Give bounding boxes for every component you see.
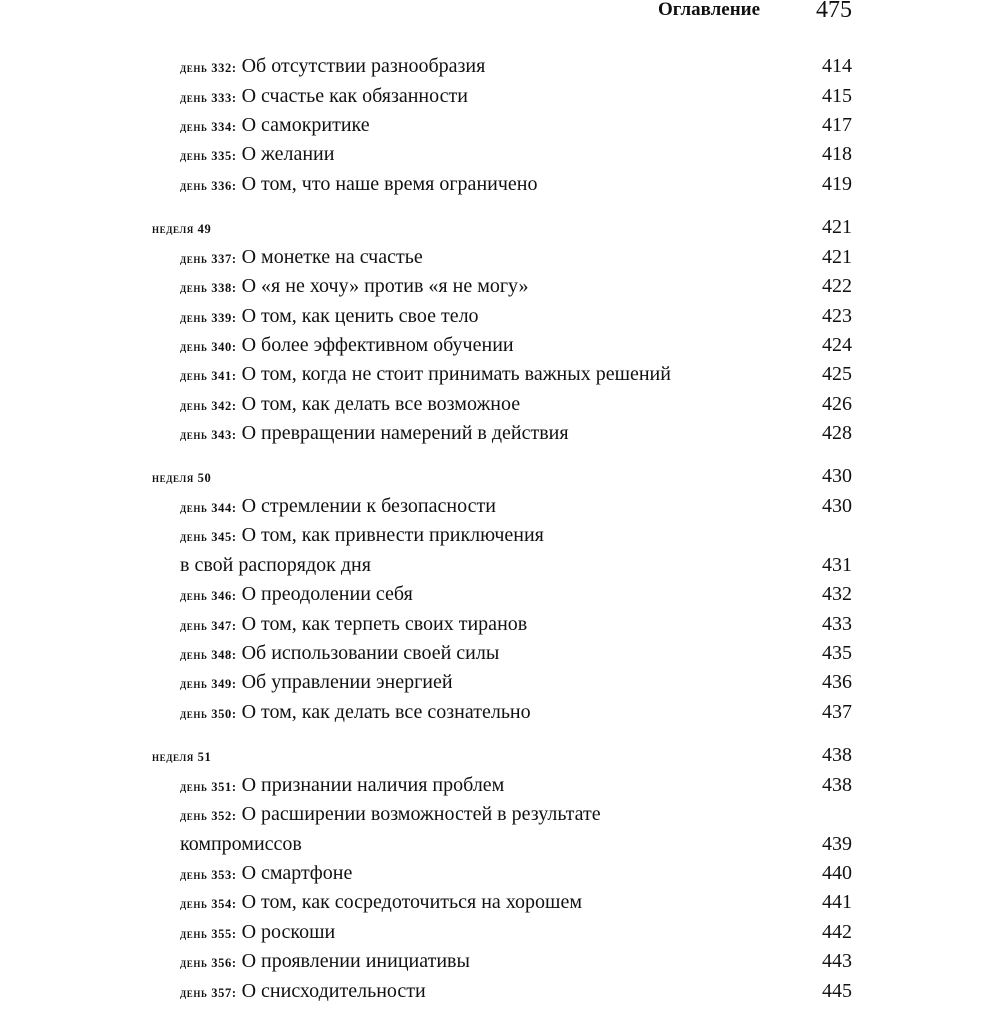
toc-entry bbox=[0, 142, 1000, 172]
entry-title: О желании bbox=[241, 143, 335, 165]
toc-week-heading bbox=[0, 215, 1000, 245]
toc-entry-text bbox=[180, 523, 544, 549]
toc-entry bbox=[0, 392, 1000, 422]
day-label: день 348: bbox=[180, 648, 237, 662]
toc-entry bbox=[0, 54, 1000, 84]
day-label: день 345: bbox=[180, 530, 237, 544]
toc-entry-text bbox=[180, 304, 479, 330]
entry-page-number: 432 bbox=[822, 583, 852, 605]
entry-page-number: 431 bbox=[822, 554, 852, 576]
entry-title: О том, как привнести приключения bbox=[241, 524, 544, 546]
entry-page-number: 423 bbox=[822, 305, 852, 327]
day-label: день 344: bbox=[180, 501, 237, 515]
toc-entry-text bbox=[180, 832, 302, 856]
entry-page-number: 445 bbox=[822, 980, 852, 1002]
toc-entry-text bbox=[180, 773, 504, 799]
day-label: день 352: bbox=[180, 809, 237, 823]
toc-entry bbox=[0, 773, 1000, 803]
entry-page-number: 424 bbox=[822, 334, 852, 356]
toc-entry-text bbox=[180, 172, 537, 198]
toc-entry-text bbox=[180, 274, 529, 300]
entry-page-number: 421 bbox=[822, 216, 852, 238]
toc-entry bbox=[0, 523, 1000, 553]
toc-entry-text bbox=[180, 392, 520, 418]
toc-entry bbox=[0, 920, 1000, 950]
day-label: день 350: bbox=[180, 707, 237, 721]
toc-entry-text bbox=[180, 113, 370, 139]
page-number: 475 bbox=[816, 0, 852, 23]
day-label: день 336: bbox=[180, 179, 237, 193]
entry-page-number: 438 bbox=[822, 744, 852, 766]
entry-page-number: 428 bbox=[822, 422, 852, 444]
entry-title: О том, как делать все возможное bbox=[241, 393, 521, 415]
day-label: день 355: bbox=[180, 927, 237, 941]
toc-entry-text bbox=[180, 553, 371, 577]
entry-title: О «я не хочу» против «я не могу» bbox=[241, 275, 529, 297]
toc-entry bbox=[0, 612, 1000, 642]
toc-entry-text bbox=[180, 890, 582, 916]
day-label: день 339: bbox=[180, 311, 237, 325]
toc-entry-text bbox=[180, 362, 671, 388]
entry-title: О том, что наше время ограничено bbox=[241, 173, 538, 195]
entry-title: в свой распорядок дня bbox=[180, 554, 371, 576]
toc-entry-text bbox=[180, 84, 468, 110]
toc-entry bbox=[0, 832, 1000, 862]
toc-entry-text bbox=[152, 464, 211, 490]
week-label: неделя 50 bbox=[152, 471, 212, 485]
toc-entry bbox=[0, 641, 1000, 671]
day-label: день 346: bbox=[180, 589, 237, 603]
entry-page-number: 430 bbox=[822, 465, 852, 487]
entry-page-number: 426 bbox=[822, 393, 852, 415]
toc-entry-text bbox=[180, 494, 496, 520]
toc-entry bbox=[0, 553, 1000, 583]
toc-entry-text bbox=[180, 333, 514, 359]
day-label: день 353: bbox=[180, 868, 237, 882]
toc-entry bbox=[0, 949, 1000, 979]
toc-week-heading bbox=[0, 464, 1000, 494]
toc-entry bbox=[0, 245, 1000, 275]
entry-page-number: 422 bbox=[822, 275, 852, 297]
entry-title: О том, как терпеть своих тиранов bbox=[241, 613, 528, 635]
toc-entry-text bbox=[180, 670, 453, 696]
day-label: день 337: bbox=[180, 252, 237, 266]
entry-title: О проявлении инициативы bbox=[241, 950, 470, 972]
entry-title: Об использовании своей силы bbox=[241, 642, 500, 664]
entry-page-number: 425 bbox=[822, 363, 852, 385]
entry-page-number: 433 bbox=[822, 613, 852, 635]
toc-entry bbox=[0, 421, 1000, 451]
entry-page-number: 437 bbox=[822, 701, 852, 723]
entry-page-number: 418 bbox=[822, 143, 852, 165]
entry-title: О признании наличия проблем bbox=[241, 774, 505, 796]
entry-title: О счастье как обязанности bbox=[241, 85, 468, 107]
toc-entry-text bbox=[152, 215, 211, 241]
entry-page-number: 440 bbox=[822, 862, 852, 884]
day-label: день 342: bbox=[180, 399, 237, 413]
day-label: день 343: bbox=[180, 428, 237, 442]
toc-entry bbox=[0, 274, 1000, 304]
day-label: день 335: bbox=[180, 149, 237, 163]
day-label: день 333: bbox=[180, 91, 237, 105]
entry-title: Об отсутствии разнообразия bbox=[241, 55, 486, 77]
toc-entry bbox=[0, 582, 1000, 612]
toc-entry bbox=[0, 802, 1000, 832]
toc-entry-text bbox=[180, 861, 352, 887]
entry-title: О том, как ценить свое тело bbox=[241, 305, 479, 327]
entry-title: О монетке на счастье bbox=[241, 246, 423, 268]
entry-page-number: 438 bbox=[822, 774, 852, 796]
entry-title: компромиссов bbox=[180, 833, 302, 855]
entry-title: О превращении намерений в действия bbox=[241, 422, 569, 444]
day-label: день 332: bbox=[180, 61, 237, 75]
toc-entry-text bbox=[180, 641, 499, 667]
toc-entry bbox=[0, 861, 1000, 891]
day-label: день 347: bbox=[180, 619, 237, 633]
week-label: неделя 49 bbox=[152, 222, 212, 236]
toc-entry-text bbox=[180, 421, 569, 447]
week-label: неделя 51 bbox=[152, 750, 212, 764]
running-header-title: Оглавление bbox=[658, 0, 761, 20]
entry-title: Об управлении энергией bbox=[241, 671, 453, 693]
entry-page-number: 439 bbox=[822, 833, 852, 855]
entry-page-number: 442 bbox=[822, 921, 852, 943]
toc-entry-text bbox=[180, 612, 527, 638]
entry-title: О том, как сосредоточиться на хорошем bbox=[241, 891, 582, 913]
toc-entry bbox=[0, 113, 1000, 143]
entry-title: О снисходительности bbox=[241, 980, 426, 1002]
day-label: день 340: bbox=[180, 340, 237, 354]
entry-title: О преодолении себя bbox=[241, 583, 413, 605]
entry-title: О том, когда не стоит принимать важных решений bbox=[241, 363, 671, 385]
toc-entry bbox=[0, 670, 1000, 700]
entry-title: О стремлении к безопасности bbox=[241, 495, 496, 517]
toc-entry-text bbox=[180, 949, 470, 975]
toc-entry-text bbox=[180, 582, 413, 608]
entry-title: О расширении возможностей в результате bbox=[241, 803, 601, 825]
toc-entry bbox=[0, 362, 1000, 392]
day-label: день 338: bbox=[180, 281, 237, 295]
entry-title: О более эффективном обучении bbox=[241, 334, 514, 356]
toc-week-heading bbox=[0, 743, 1000, 773]
day-label: день 356: bbox=[180, 956, 237, 970]
toc-entry-text bbox=[180, 245, 423, 271]
toc-entry bbox=[0, 172, 1000, 202]
entry-page-number: 414 bbox=[822, 55, 852, 77]
entry-page-number: 417 bbox=[822, 114, 852, 136]
entry-page-number: 441 bbox=[822, 891, 852, 913]
toc-entry bbox=[0, 979, 1000, 1009]
toc-entry-text bbox=[180, 979, 426, 1005]
toc-entry bbox=[0, 494, 1000, 524]
day-label: день 334: bbox=[180, 120, 237, 134]
entry-page-number: 421 bbox=[822, 246, 852, 268]
day-label: день 349: bbox=[180, 677, 237, 691]
toc-entry bbox=[0, 333, 1000, 363]
entry-title: О роскоши bbox=[241, 921, 336, 943]
entry-page-number: 430 bbox=[822, 495, 852, 517]
entry-title: О самокритике bbox=[241, 114, 370, 136]
entry-page-number: 435 bbox=[822, 642, 852, 664]
toc-entry-text bbox=[180, 802, 601, 828]
entry-title: О том, как делать все сознательно bbox=[241, 701, 531, 723]
toc-entry bbox=[0, 890, 1000, 920]
entry-page-number: 443 bbox=[822, 950, 852, 972]
day-label: день 341: bbox=[180, 369, 237, 383]
day-label: день 354: bbox=[180, 897, 237, 911]
day-label: день 357: bbox=[180, 986, 237, 1000]
entry-page-number: 419 bbox=[822, 173, 852, 195]
toc-entry-text bbox=[180, 700, 531, 726]
entry-page-number: 436 bbox=[822, 671, 852, 693]
toc-entry bbox=[0, 84, 1000, 114]
toc-entry-text bbox=[180, 920, 335, 946]
toc-entry bbox=[0, 304, 1000, 334]
day-label: день 351: bbox=[180, 780, 237, 794]
toc-entry bbox=[0, 700, 1000, 730]
entry-title: О смартфоне bbox=[241, 862, 353, 884]
entry-page-number: 415 bbox=[822, 85, 852, 107]
toc-entry-text bbox=[152, 743, 211, 769]
toc-entry-text bbox=[180, 142, 334, 168]
toc-entry-text bbox=[180, 54, 485, 80]
